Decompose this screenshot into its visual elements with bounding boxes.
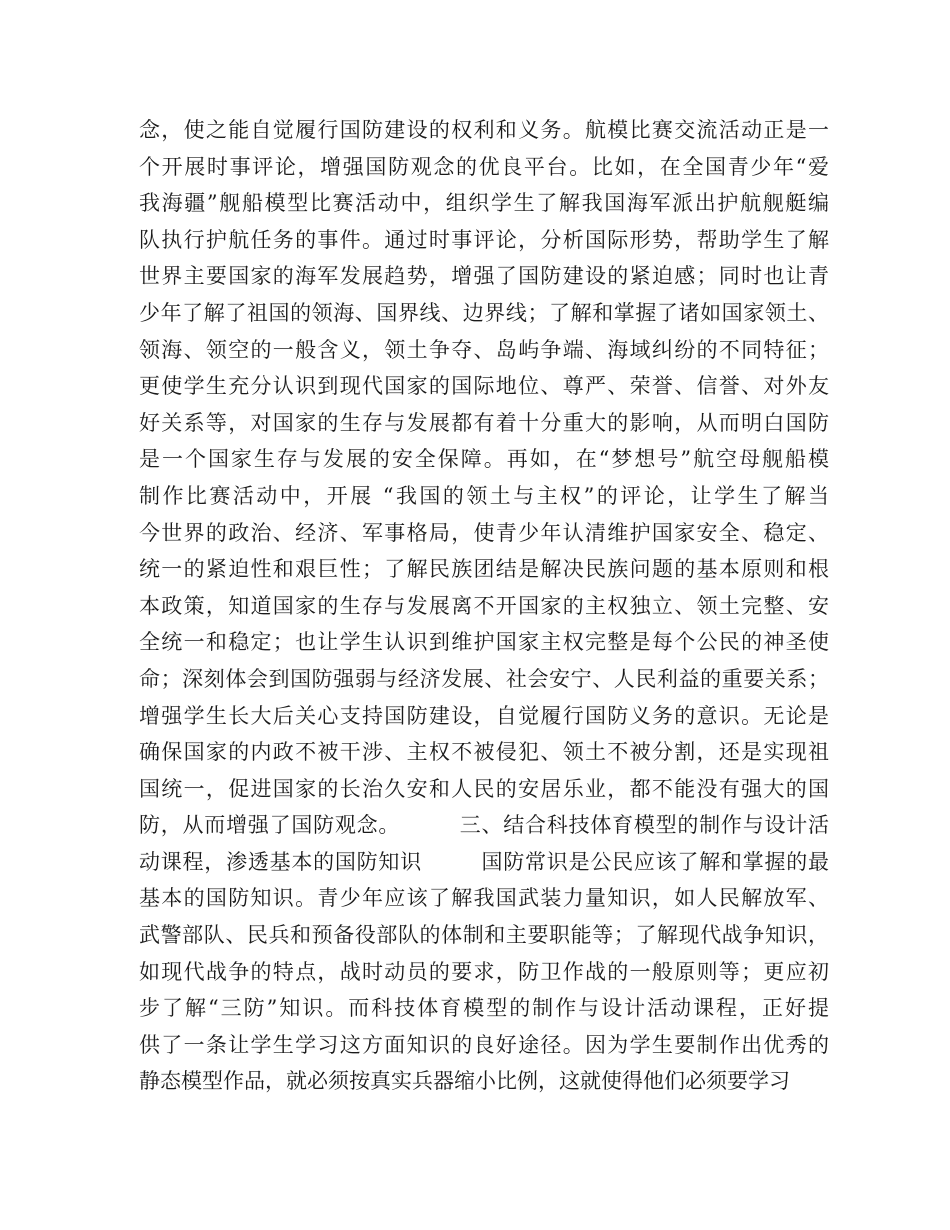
text-line: 武警部队、民兵和预备役部队的体制和主要职能等；了解现代战争知识， — [139, 923, 829, 948]
text-line: 步了解“三防”知识。而科技体育模型的制作与设计活动课程，正好提 — [139, 996, 829, 1021]
text-line: 我海疆”舰船模型比赛活动中，组织学生了解我国海军派出护航舰艇编 — [139, 191, 829, 216]
text-line: 命；深刻体会到国防强弱与经济发展、社会安宁、人民利益的重要关系； — [139, 666, 829, 691]
text-line: 好关系等，对国家的生存与发展都有着十分重大的影响，从而明白国防 — [139, 410, 829, 435]
text-line: 个开展时事评论，增强国防观念的优良平台。比如，在全国青少年“爱 — [139, 154, 829, 179]
text-line: 确保国家的内政不被干涉、主权不被侵犯、领土不被分割，还是实现祖 — [139, 740, 829, 765]
text-line: 统一的紧迫性和艰巨性；了解民族团结是解决民族问题的基本原则和根 — [139, 557, 829, 582]
text-line: 供了一条让学生学习这方面知识的良好途径。因为学生要制作出优秀的 — [139, 1032, 829, 1057]
text-line: 增强学生长大后关心支持国防建设，自觉履行国防义务的意识。无论是 — [139, 703, 829, 728]
text-line: 国统一，促进国家的长治久安和人民的安居乐业，都不能没有强大的国 — [139, 776, 829, 801]
text-line: 领海、领空的一般含义，领土争夺、岛屿争端、海域纠纷的不同特征； — [139, 337, 829, 362]
text-line: 念，使之能自觉履行国防建设的权利和义务。航模比赛交流活动正是一 — [139, 118, 829, 142]
text-line: 少年了解了祖国的领海、国界线、边界线；了解和掌握了诸如国家领土、 — [139, 300, 829, 325]
text-line: 如现代战争的特点，战时动员的要求，防卫作战的一般原则等；更应初 — [139, 959, 829, 984]
text-line: 今世界的政治、经济、军事格局，使青少年认清维护国家安全、稳定、 — [139, 520, 829, 545]
text-line: 静态模型作品，就必须按真实兵器缩小比例，这就使得他们必须要学习 — [139, 1069, 790, 1094]
text-line: 全统一和稳定；也让学生认识到维护国家主权完整是每个公民的神圣使 — [139, 630, 829, 655]
text-line: 本政策，知道国家的生存与发展离不开国家的主权独立、领土完整、安 — [139, 593, 829, 618]
body-text — [139, 112, 829, 1100]
text-line: 动课程，渗透基本的国防知识 国防常识是公民应该了解和掌握的最 — [139, 849, 829, 874]
text-line: 更使学生充分认识到现代国家的国际地位、尊严、荣誉、信誉、对外友 — [139, 374, 829, 399]
text-line: 是一个国家生存与发展的安全保障。再如，在“梦想号”航空母舰船模 — [139, 447, 829, 472]
text-line: 制作比赛活动中，开展 “我国的领土与主权”的评论，让学生了解当 — [139, 483, 829, 508]
text-line: 防，从而增强了国防观念。 三、结合科技体育模型的制作与设计活 — [139, 813, 829, 838]
text-line: 基本的国防知识。青少年应该了解我国武装力量知识，如人民解放军、 — [139, 886, 829, 911]
text-line: 世界主要国家的海军发展趋势，增强了国防建设的紧迫感；同时也让青 — [139, 264, 829, 289]
text-line: 队执行护航任务的事件。通过时事评论，分析国际形势，帮助学生了解 — [139, 227, 829, 252]
